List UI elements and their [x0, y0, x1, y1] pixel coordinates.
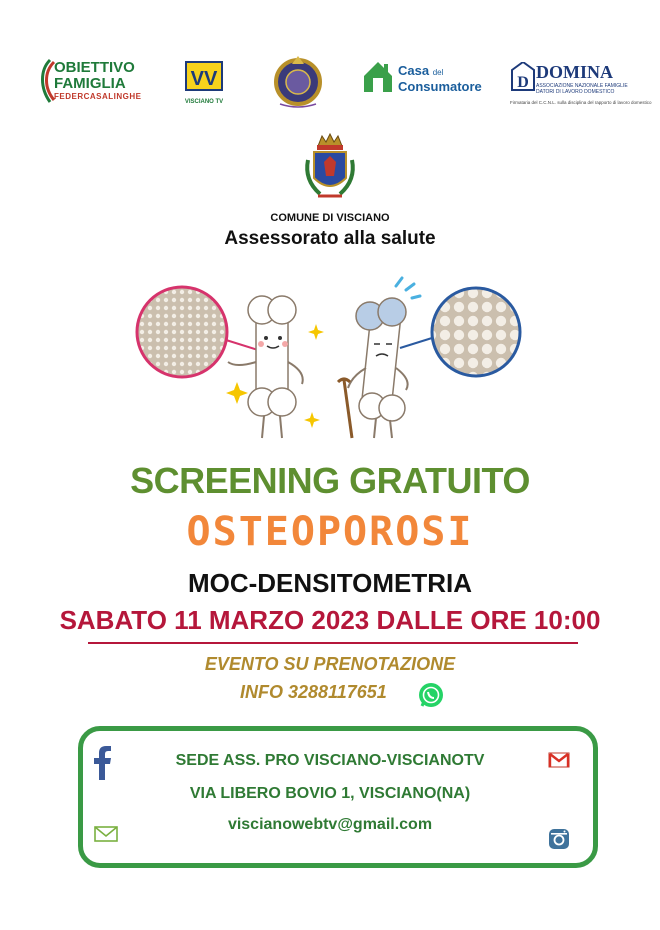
whatsapp-icon[interactable] — [418, 682, 444, 708]
vtv-caption: VISCIANO TV — [184, 99, 224, 105]
osteoporotic-bone-character — [338, 278, 420, 438]
domina-footnote: Firmataria del C.C.N.L. sulla disciplina del rapporto di lavoro domestico — [510, 100, 652, 105]
healthy-bone-character — [228, 296, 303, 438]
coat-of-arms-icon — [300, 132, 360, 208]
visciano-tv-logo — [180, 60, 228, 105]
osteoporosi-heading: OSTEOPOROSI — [186, 509, 474, 555]
domina-sub2: DATORI DI LAVORO DOMESTICO — [536, 89, 615, 95]
seal-icon — [270, 54, 326, 110]
info-phone[interactable]: INFO 3288117651 — [240, 682, 387, 702]
domina-logo — [510, 60, 652, 108]
domina-d-icon — [510, 62, 536, 92]
casa-word: Casa — [398, 63, 430, 78]
gmail-icon[interactable] — [548, 752, 570, 768]
email-link[interactable]: viscianowebtv@gmail.com — [227, 816, 433, 833]
association-seal-logo — [270, 54, 326, 110]
facebook-icon[interactable] — [92, 746, 112, 780]
address-text: VIA LIBERO BOVIO 1, VISCIANO(NA) — [189, 785, 471, 802]
divider-line — [88, 642, 578, 644]
famiglia-text: FAMIGLIA — [54, 75, 126, 92]
bones-illustration — [130, 272, 530, 444]
event-date: SABATO 11 MARZO 2023 DALLE ORE 10:00 — [59, 605, 601, 635]
sede-text: SEDE ASS. PRO VISCIANO-VISCIANOTV — [175, 752, 485, 769]
casa-del-consumatore-logo — [362, 58, 482, 100]
house-icon — [362, 58, 394, 94]
assessorato-label: Assessorato alla salute — [224, 228, 436, 249]
vtv-badge-icon — [180, 60, 228, 94]
instagram-icon[interactable] — [548, 828, 570, 850]
flag-swoosh-icon — [36, 58, 56, 104]
comune-label: COMUNE DI VISCIANO — [270, 212, 390, 224]
svg-text:D: D — [517, 74, 529, 91]
del-word: del — [432, 68, 444, 77]
moc-heading: MOC-DENSITOMETRIA — [187, 568, 473, 598]
coat-of-arms — [300, 132, 360, 208]
screening-heading: SCREENING GRATUITO — [130, 460, 530, 501]
porous-bone-circle — [432, 288, 520, 376]
mail-icon[interactable] — [94, 826, 118, 842]
obiettivo-text: OBIETTIVO — [54, 59, 135, 76]
federcasalinghe-text: FEDERCASALINGHE — [54, 92, 142, 101]
dense-bone-circle — [137, 287, 227, 377]
domina-sub1: ASSOCIAZIONE NAZIONALE FAMIGLIE — [536, 83, 628, 89]
consumatore-word: Consumatore — [398, 79, 482, 94]
bones-illustration-svg — [130, 272, 530, 444]
obiettivo-famiglia-logo — [36, 56, 156, 106]
booking-note: EVENTO SU PRENOTAZIONE — [204, 654, 456, 674]
domina-title: DOMINA — [536, 62, 613, 82]
vtv-letters: VV — [190, 68, 218, 90]
